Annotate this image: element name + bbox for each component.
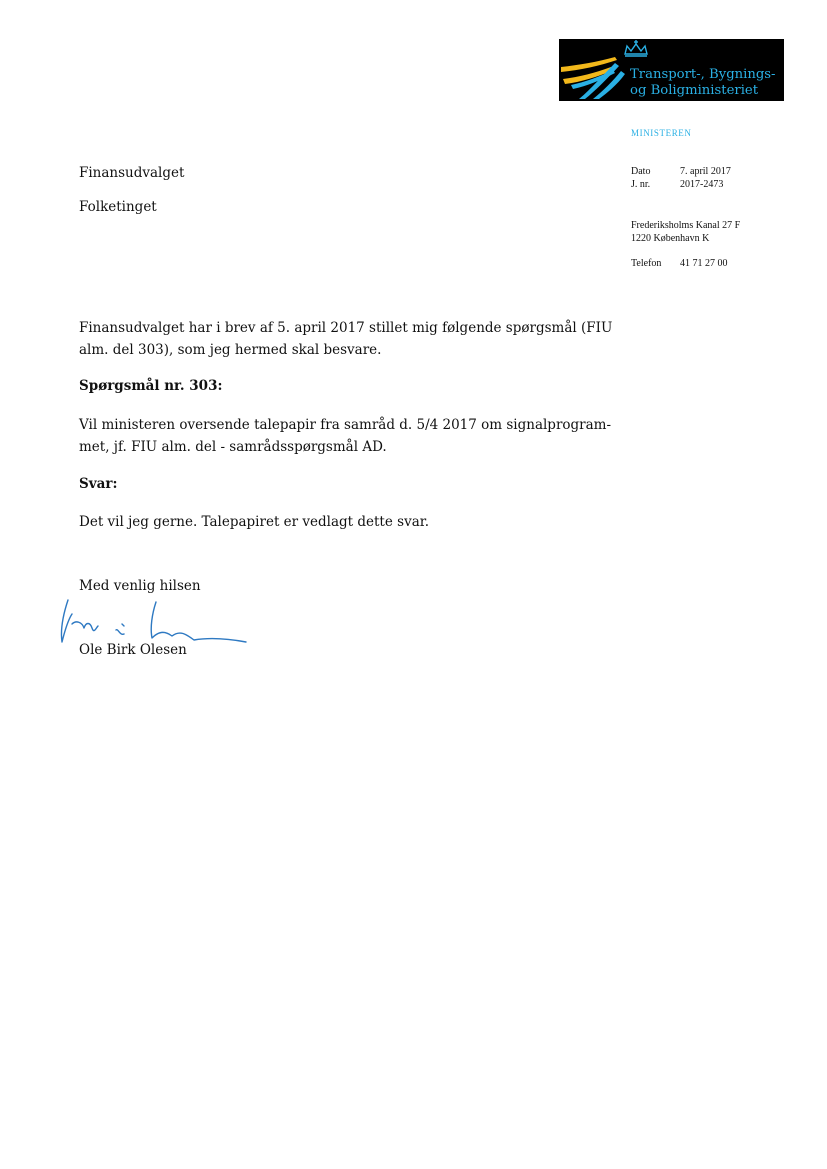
logo-line-2: og Boligministeriet [630, 82, 759, 98]
recipient-line-1: Finansudvalget [79, 165, 185, 181]
address-line-1: Frederiksholms Kanal 27 F [631, 220, 741, 231]
address-block [631, 219, 740, 245]
jnr-value: 2017-2473 [680, 178, 724, 190]
jnr-row [631, 179, 731, 192]
question-paragraph [79, 415, 612, 458]
date-label: Dato [631, 166, 651, 177]
intro-paragraph [79, 318, 613, 361]
date-row [631, 166, 731, 179]
question-line-1: Vil ministeren oversende talepapir fra samråd d. 5/4 2017 om signalprogram- [79, 417, 612, 433]
answer-heading: Svar: [79, 476, 118, 492]
intro-line-2: alm. del 303), som jeg hermed skal besvare. [79, 341, 382, 358]
jnr-label: J. nr. [631, 178, 651, 190]
signer-name: Ole Birk Olesen [79, 642, 187, 658]
letter-meta [631, 166, 731, 191]
question-line-2: met, jf. FIU alm. del - samrådsspørgsmål AD. [79, 438, 387, 455]
answer-text: Det vil jeg gerne. Talepapiret er vedlagt dette svar. [79, 514, 430, 530]
address-line-2: 1220 København K [631, 233, 710, 244]
logo-wordmark [630, 67, 784, 98]
date-value: 7. april 2017 [680, 166, 731, 177]
phone-row [631, 258, 728, 271]
signer-block [79, 640, 584, 662]
intro-line-1: Finansudvalget har i brev af 5. april 2017 stillet mig følgende spørgsmål (FIU [79, 320, 613, 336]
closing-text: Med venlig hilsen [79, 578, 201, 594]
recipient-line-2: Folketinget [79, 199, 157, 215]
phone-label: Telefon [631, 258, 662, 269]
answer-paragraph [79, 512, 584, 534]
phone-value: 41 71 27 00 [680, 258, 728, 269]
office-label: MINISTEREN [631, 128, 692, 138]
question-heading: Spørgsmål nr. 303: [79, 378, 223, 394]
ministry-logo [559, 39, 784, 101]
logo-line-1: Transport-, Bygnings- [630, 67, 776, 82]
